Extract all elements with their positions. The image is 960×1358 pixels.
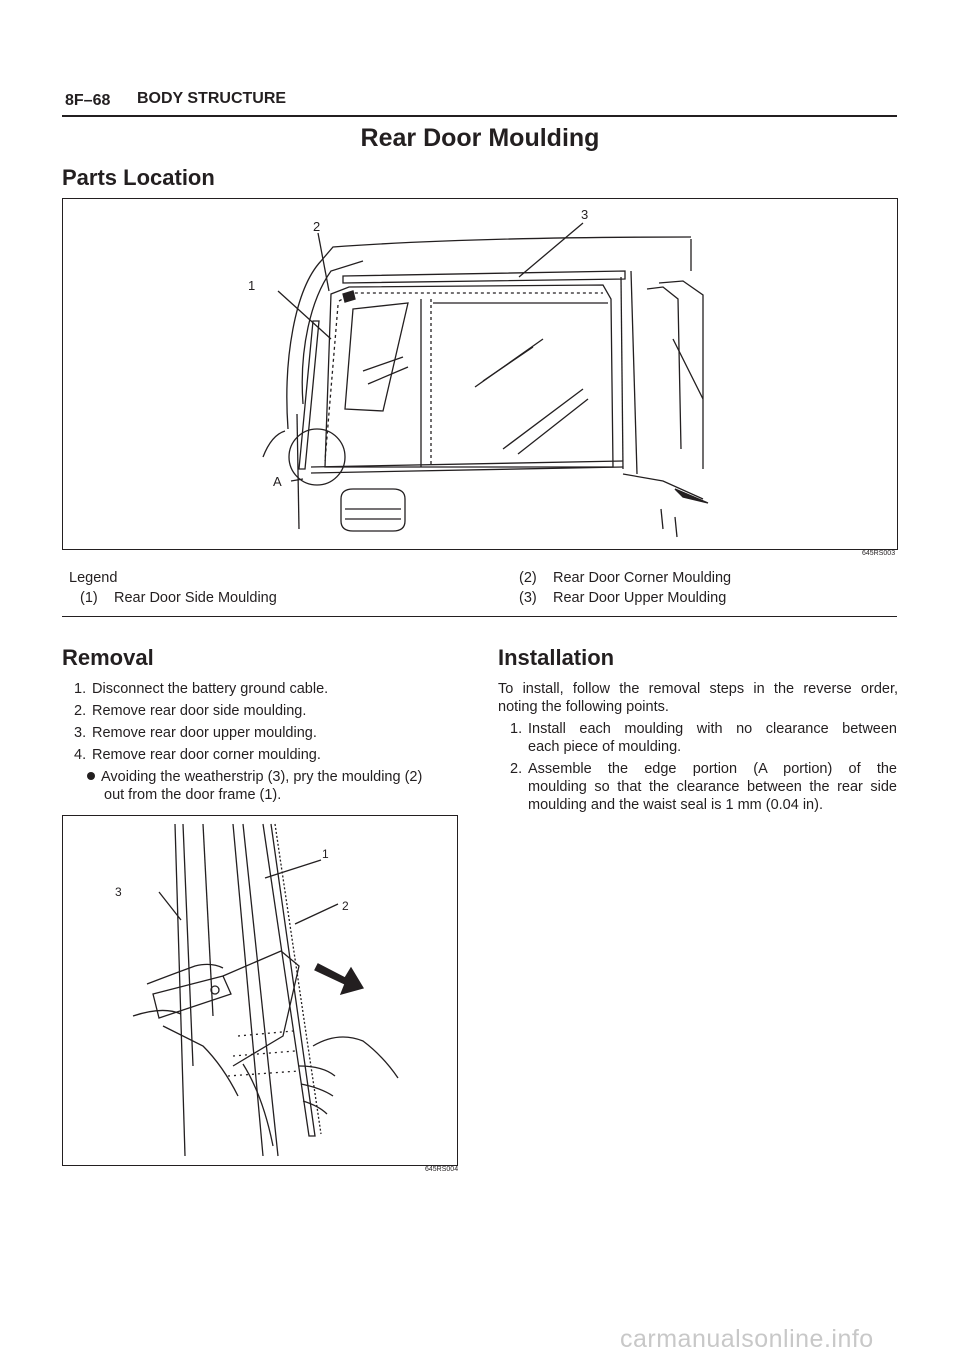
installation-intro-line1: To install, follow the removal steps in the reverse order,	[498, 681, 898, 697]
rear-door-illustration	[63, 199, 897, 549]
removal-callout-3: 3	[115, 885, 122, 899]
installation-step-1-line1: Install each moulding with no clearance between	[528, 721, 897, 737]
figure-id-2: 645RS004	[425, 1166, 459, 1173]
installation-heading: Installation	[498, 645, 615, 670]
removal-heading: Removal	[62, 645, 154, 670]
section-title: BODY STRUCTURE	[137, 90, 287, 107]
legend-rule	[62, 616, 897, 617]
removal-callout-1: 1	[322, 847, 329, 861]
page-title: Rear Door Moulding	[360, 124, 600, 152]
installation-step-1-num: 1.	[510, 721, 523, 737]
figure-id-1: 645RS003	[862, 550, 896, 557]
installation-step-2-line1: Assemble the edge portion (A portion) of the	[528, 761, 897, 777]
installation-step-2-line2: moulding so that the clearance between the rear side	[528, 779, 897, 795]
installation-step-2-num: 2.	[510, 761, 523, 777]
installation-step-1-line2: each piece of moulding.	[528, 739, 682, 755]
removal-bullet: Avoiding the weatherstrip (3), pry the moulding (2)	[87, 768, 422, 786]
removal-step-3: 3. Remove rear door upper moulding.	[74, 725, 317, 741]
page-number: 8F–68	[65, 92, 111, 109]
installation-intro-line2: noting the following points.	[498, 699, 669, 715]
legend-item-3	[519, 588, 726, 608]
legend-label-3: Rear Door Upper Moulding	[553, 590, 727, 606]
legend-label-1: Rear Door Side Moulding	[114, 590, 277, 606]
removal-step-1: 1. Disconnect the battery ground cable.	[74, 681, 329, 697]
legend-label-2: Rear Door Corner Moulding	[553, 570, 732, 586]
legend-num-2: (2)	[519, 570, 537, 586]
legend-title: Legend	[69, 570, 118, 586]
installation-step-2-line3: moulding and the waist seal is 1 mm (0.04 in).	[528, 797, 823, 813]
parts-location-figure	[62, 198, 898, 550]
legend-num-3: (3)	[519, 590, 537, 606]
removal-step-4: 4. Remove rear door corner moulding.	[74, 747, 321, 763]
legend-item-2	[519, 568, 731, 588]
removal-figure	[62, 815, 458, 1166]
parts-location-heading: Parts Location	[62, 165, 215, 190]
removal-bullet-cont: out from the door frame (1).	[104, 787, 282, 803]
callout-a: A	[273, 474, 282, 489]
legend-item-1	[80, 588, 277, 608]
legend-num-1: (1)	[80, 590, 98, 606]
watermark: carmanualsonline.info	[620, 1325, 874, 1353]
moulding-removal-illustration	[63, 816, 457, 1165]
bullet-icon	[87, 772, 95, 780]
removal-step-2: 2. Remove rear door side moulding.	[74, 703, 307, 719]
removal-callout-2: 2	[342, 899, 349, 913]
callout-3: 3	[581, 207, 589, 222]
header-rule	[62, 115, 897, 117]
callout-1: 1	[248, 278, 256, 293]
callout-2: 2	[313, 219, 321, 234]
